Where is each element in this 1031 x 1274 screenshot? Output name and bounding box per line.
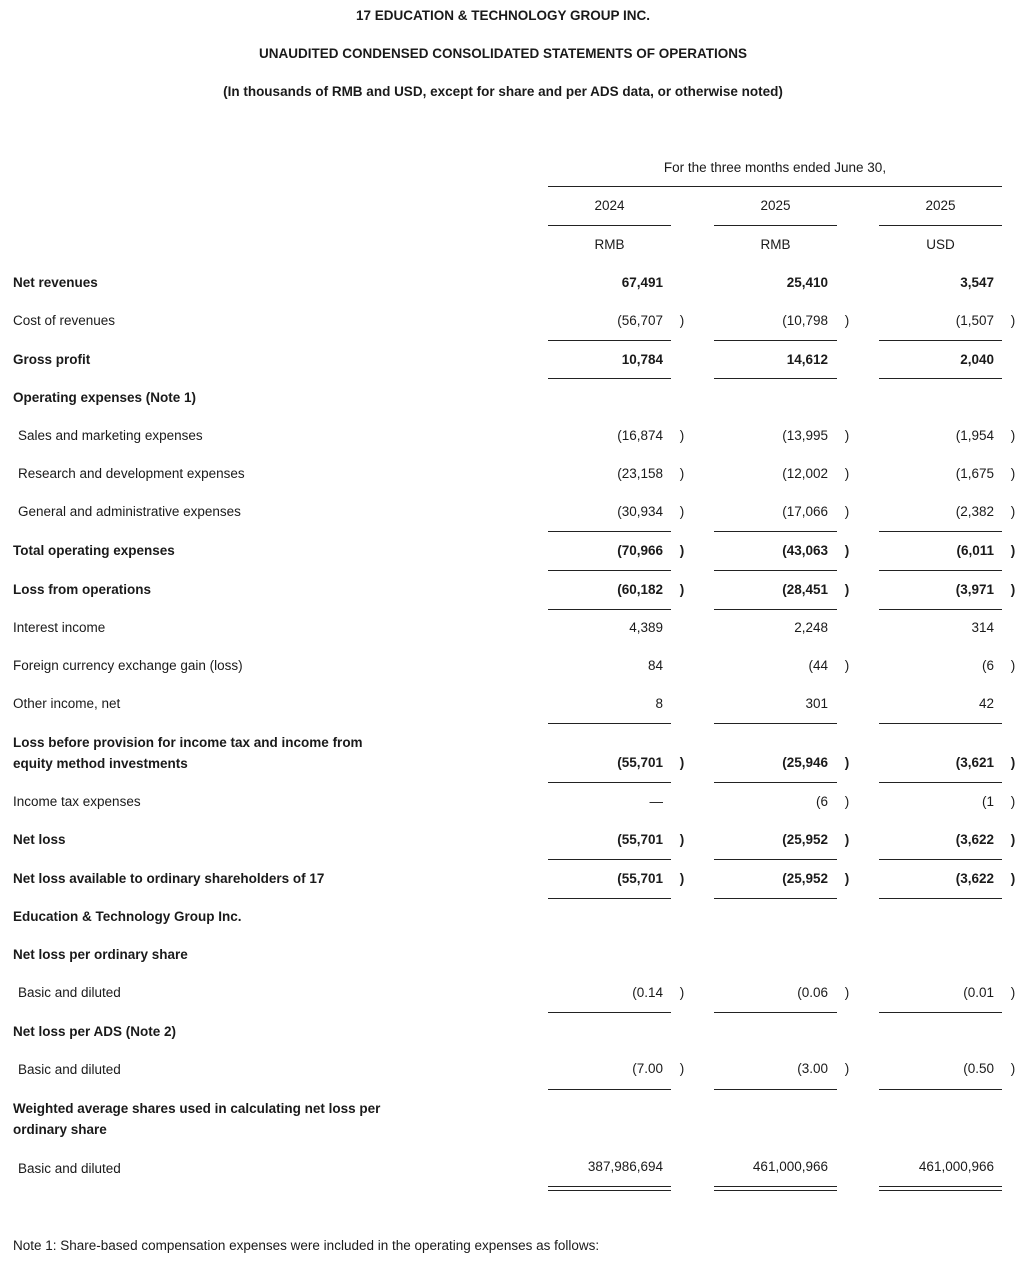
fx-gain-c3-paren: ) [1010, 658, 1016, 673]
net-loss-available-c1: (55,701 [617, 871, 663, 886]
total-opex-c1-paren: ) [679, 543, 685, 558]
row-label-loss-before-tax: Loss before provision for income tax and income from equity method investments [13, 735, 363, 771]
gross-profit-c2: 14,612 [786, 352, 828, 367]
nl-per-share-c3-paren: ) [1010, 985, 1016, 1000]
loss-ops-c2: (28,451 [782, 582, 828, 597]
total-opex-c1: (70,966 [617, 543, 663, 558]
income-tax-c1: — [649, 794, 663, 809]
period-rule [548, 186, 1002, 187]
col2-currency: RMB [760, 237, 791, 252]
total-opex-c3: (6,011 [956, 543, 994, 558]
fx-gain-c2: (44 [808, 658, 828, 673]
loss-ops-c3: (3,971 [955, 582, 994, 597]
wavg-c3: 461,000,966 [918, 1159, 994, 1174]
general-admin-c2: (17,066 [782, 504, 828, 519]
cost-of-revenues-c1-paren: ) [679, 313, 685, 328]
nl-per-ads-c1: (7.00 [632, 1061, 663, 1076]
rule-loss-ops-bottom-3 [879, 609, 1002, 610]
cost-of-revenues-c1: (56,707 [617, 313, 663, 328]
net-loss-c1-paren: ) [679, 832, 685, 847]
wavg-c1: 387,986,694 [587, 1159, 663, 1174]
loss-ops-c2-paren: ) [844, 582, 850, 597]
cost-of-revenues-c3-paren: ) [1010, 313, 1016, 328]
loss-ops-c1: (60,182 [617, 582, 663, 597]
row-label-fx-gain: Foreign currency exchange gain (loss) [13, 658, 243, 673]
rule-total-opex-top-2 [714, 531, 837, 532]
nl-per-share-c2: (0.06 [797, 985, 828, 1000]
col3-year: 2025 [925, 198, 956, 213]
total-opex-c2: (43,063 [782, 543, 828, 558]
row-label-nl-per-share-basic: Basic and diluted [18, 985, 121, 1000]
net-revenues-c1: 67,491 [621, 275, 663, 290]
rule-gross-top-2 [714, 340, 837, 341]
row-label-other-income: Other income, net [13, 696, 121, 711]
income-tax-c3-paren: ) [1010, 794, 1016, 809]
rule-loss-ops-bottom-1 [548, 609, 671, 610]
nl-per-ads-c2: (3.00 [797, 1061, 828, 1076]
nl-per-ads-c2-paren: ) [844, 1061, 850, 1076]
rule-gross-bottom-3 [879, 378, 1002, 379]
rule-nl-ads-bottom-2 [714, 1089, 837, 1090]
research-dev-c2-paren: ) [844, 466, 850, 481]
nl-per-share-c3: (0.01 [963, 985, 994, 1000]
research-dev-c2: (12,002 [782, 466, 828, 481]
general-admin-c2-paren: ) [844, 504, 850, 519]
loss-ops-c3-paren: ) [1010, 582, 1016, 597]
net-loss-available-c3-paren: ) [1010, 871, 1016, 886]
double-rule-1 [548, 1186, 671, 1191]
net-loss-c2-paren: ) [844, 832, 850, 847]
col1-currency: RMB [594, 237, 625, 252]
research-dev-c3: (1,675 [955, 466, 994, 481]
units-subtitle: (In thousands of RMB and USD, except for share and per ADS data, or otherwise noted) [223, 84, 783, 99]
row-label-sales-marketing: Sales and marketing expenses [18, 428, 203, 443]
net-loss-c3: (3,622 [955, 832, 994, 847]
row-label-net-loss: Net loss [13, 832, 66, 847]
loss-before-tax-c2: (25,946 [782, 755, 828, 770]
net-loss-available-c2: (25,952 [782, 871, 828, 886]
rule-total-opex-top-1 [548, 531, 671, 532]
loss-before-tax-c1-paren: ) [679, 755, 685, 770]
row-label-net-revenues: Net revenues [13, 275, 98, 290]
row-label-loss-ops: Loss from operations [13, 582, 152, 597]
nl-per-share-c2-paren: ) [844, 985, 850, 1000]
sales-marketing-c2-paren: ) [844, 428, 850, 443]
net-loss-c3-paren: ) [1010, 832, 1016, 847]
rule-gross-top-3 [879, 340, 1002, 341]
col3-currency: USD [926, 237, 955, 252]
row-label-cost-of-revenues: Cost of revenues [13, 313, 116, 328]
income-tax-c2-paren: ) [844, 794, 850, 809]
row-label-wavg-heading: Weighted average shares used in calculating net loss per ordinary share [13, 1101, 381, 1137]
loss-before-tax-c3: (3,621 [955, 755, 994, 770]
general-admin-c3: (2,382 [955, 504, 994, 519]
cost-of-revenues-c2: (10,798 [782, 313, 828, 328]
income-tax-c3: (1 [981, 794, 994, 809]
loss-before-tax-c2-paren: ) [844, 755, 850, 770]
rule-loss-ops-top-3 [879, 570, 1002, 571]
rule-nl-share-bottom-3 [879, 1012, 1002, 1013]
col3-year-rule [879, 225, 1002, 226]
row-label-research-dev: Research and development expenses [18, 466, 245, 481]
net-revenues-c2: 25,410 [786, 275, 828, 290]
net-loss-c2: (25,952 [782, 832, 828, 847]
nl-per-ads-c1-paren: ) [679, 1061, 685, 1076]
gross-profit-c3: 2,040 [960, 352, 994, 367]
col2-year-rule [714, 225, 837, 226]
general-admin-c3-paren: ) [1010, 504, 1016, 519]
row-label-gross-profit: Gross profit [13, 352, 91, 367]
loss-before-tax-c3-paren: ) [1010, 755, 1016, 770]
col1-year-rule [548, 225, 671, 226]
note-1: Note 1: Share-based compensation expenses were included in the operating expenses as follows: [13, 1238, 600, 1253]
sales-marketing-c2: (13,995 [782, 428, 828, 443]
rule-nl-ads-bottom-1 [548, 1089, 671, 1090]
fx-gain-c2-paren: ) [844, 658, 850, 673]
total-opex-c3-paren: ) [1010, 543, 1016, 558]
row-label-wavg-basic: Basic and diluted [18, 1161, 121, 1176]
net-loss-available-c3: (3,622 [955, 871, 994, 886]
general-admin-c1-paren: ) [679, 504, 685, 519]
row-label-net-loss-available-cont: Education & Technology Group Inc. [13, 909, 242, 924]
rule-gross-top-1 [548, 340, 671, 341]
research-dev-c1: (23,158 [617, 466, 663, 481]
row-label-income-tax: Income tax expenses [13, 794, 141, 809]
fx-gain-c1: 84 [647, 658, 663, 673]
research-dev-c1-paren: ) [679, 466, 685, 481]
general-admin-c1: (30,934 [617, 504, 663, 519]
col2-year: 2025 [760, 198, 791, 213]
rule-pretax-top-2 [714, 723, 837, 724]
loss-ops-c1-paren: ) [679, 582, 685, 597]
fx-gain-c3: (6 [981, 658, 994, 673]
sales-marketing-c1-paren: ) [679, 428, 685, 443]
row-label-opex-heading: Operating expenses (Note 1) [13, 390, 197, 405]
rule-gross-bottom-1 [548, 378, 671, 379]
gross-profit-c1: 10,784 [621, 352, 663, 367]
row-label-nl-per-ads-basic: Basic and diluted [18, 1062, 121, 1077]
statement-title: UNAUDITED CONDENSED CONSOLIDATED STATEMENTS OF OPERATIONS [258, 46, 747, 61]
row-label-nl-per-ads-heading: Net loss per ADS (Note 2) [13, 1024, 177, 1039]
rule-net-loss-bottom-3 [879, 859, 1002, 860]
nl-per-share-c1-paren: ) [679, 985, 685, 1000]
sales-marketing-c1: (16,874 [617, 428, 663, 443]
rule-pretax-top-1 [548, 723, 671, 724]
other-income-c1: 8 [655, 696, 663, 711]
cost-of-revenues-c3: (1,507 [955, 313, 994, 328]
net-loss-c1: (55,701 [617, 832, 663, 847]
rule-pretax-bottom-3 [879, 782, 1002, 783]
rule-nl-ads-bottom-3 [879, 1089, 1002, 1090]
double-rule-2 [714, 1186, 837, 1191]
rule-net-loss-avail-bottom-3 [879, 898, 1002, 899]
rule-net-loss-avail-bottom-2 [714, 898, 837, 899]
rule-net-loss-avail-bottom-1 [548, 898, 671, 899]
rule-nl-share-bottom-1 [548, 1012, 671, 1013]
interest-income-c2: 2,248 [794, 620, 828, 635]
cost-of-revenues-c2-paren: ) [844, 313, 850, 328]
rule-pretax-top-3 [879, 723, 1002, 724]
rule-loss-ops-top-2 [714, 570, 837, 571]
interest-income-c3: 314 [971, 620, 994, 635]
nl-per-share-c1: (0.14 [632, 985, 663, 1000]
rule-loss-ops-bottom-2 [714, 609, 837, 610]
col1-year: 2024 [594, 198, 625, 213]
double-rule-3 [879, 1186, 1002, 1191]
net-loss-available-c1-paren: ) [679, 871, 685, 886]
row-label-nl-per-share-heading: Net loss per ordinary share [13, 947, 188, 962]
rule-pretax-bottom-2 [714, 782, 837, 783]
company-title: 17 EDUCATION & TECHNOLOGY GROUP INC. [355, 8, 651, 23]
interest-income-c1: 4,389 [629, 620, 663, 635]
row-label-general-admin: General and administrative expenses [18, 504, 241, 519]
rule-gross-bottom-2 [714, 378, 837, 379]
row-label-net-loss-available: Net loss available to ordinary shareholders of 17 [13, 871, 325, 886]
rule-net-loss-bottom-1 [548, 859, 671, 860]
sales-marketing-c3-paren: ) [1010, 428, 1016, 443]
other-income-c3: 42 [978, 696, 994, 711]
net-loss-available-c2-paren: ) [844, 871, 850, 886]
loss-before-tax-c1: (55,701 [617, 755, 663, 770]
rule-net-loss-bottom-2 [714, 859, 837, 860]
rule-loss-ops-top-1 [548, 570, 671, 571]
period-header: For the three months ended June 30, [663, 160, 887, 175]
rule-pretax-bottom-1 [548, 782, 671, 783]
total-opex-c2-paren: ) [844, 543, 850, 558]
research-dev-c3-paren: ) [1010, 466, 1016, 481]
rule-nl-share-bottom-2 [714, 1012, 837, 1013]
sales-marketing-c3: (1,954 [955, 428, 994, 443]
net-revenues-c3: 3,547 [960, 275, 994, 290]
income-tax-c2: (6 [815, 794, 828, 809]
nl-per-ads-c3: (0.50 [963, 1061, 994, 1076]
wavg-c2: 461,000,966 [752, 1159, 828, 1174]
nl-per-ads-c3-paren: ) [1010, 1061, 1016, 1076]
row-label-total-opex: Total operating expenses [13, 543, 175, 558]
other-income-c2: 301 [805, 696, 828, 711]
row-label-interest-income: Interest income [13, 620, 106, 635]
rule-total-opex-top-3 [879, 531, 1002, 532]
